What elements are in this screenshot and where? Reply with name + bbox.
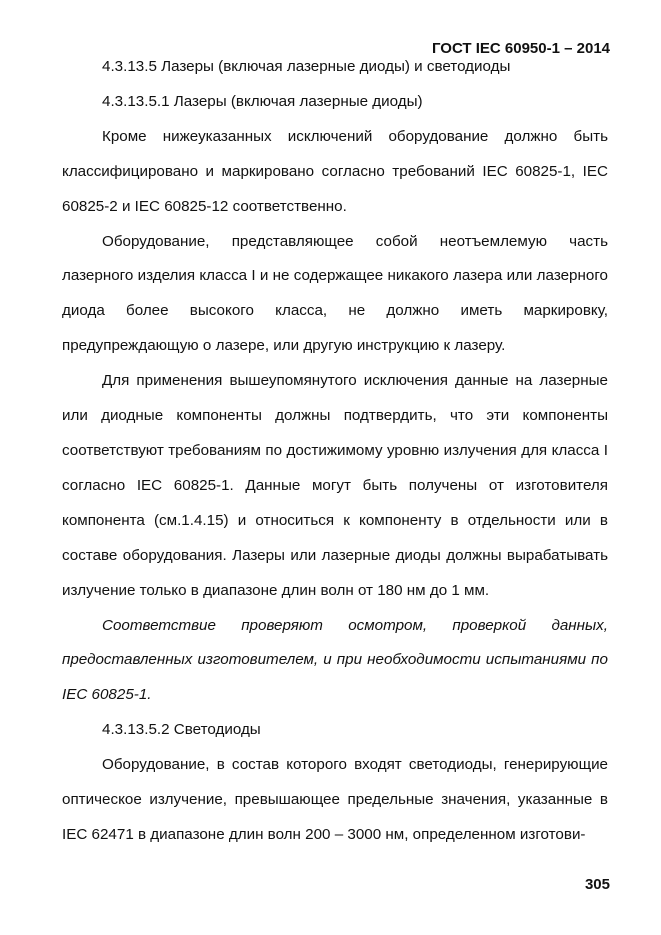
paragraph-compliance-check: Соответствие проверяют осмотром, проверкой данных, предоставленных изготовителем, и при необходимости испытаниями по IEC 60825-1. [62,616,608,704]
paragraph-component-data: Для применения вышеупомянутого исключения данные на лазерные или диодные компоненты должны подтвердить, что эти компоненты соответствуют требованиям по достижимому уровню излучения для класса I согласно IEC 60825-1. Данные могут быть получены от изготовителя компонента (см.1.4.15) и относиться к компоненту в отдельности или в составе оборудования. Лазеры или лазерные диоды должны вырабатывать излучение только в диапазоне длин волн от 180 нм до 1 мм. [62,372,608,599]
section-heading-4-3-13-5-1: 4.3.13.5.1 Лазеры (включая лазерные диоды) [102,92,423,110]
section-heading-4-3-13-5-2: 4.3.13.5.2 Светодиоды [102,721,261,739]
document-body [62,50,608,853]
paragraph-led-equipment: Оборудование, в состав которого входят светодиоды, генерирующие оптическое излучение, превышающее предельные значения, указанные в IEC 62471 в диапазоне длин волн 200 – 3000 нм, определенном изготови- [62,756,608,843]
document-header: ГОСТ IEC 60950-1 – 2014 [431,40,610,57]
section-heading-4-3-13-5: 4.3.13.5 Лазеры (включая лазерные диоды) и светодиоды [102,58,511,75]
paragraph-class-i-exception: Оборудование, представляющее собой неотъемлемую часть лазерного изделия класса I и не содержащее никакого лазера или лазерного диода более высокого класса, не должно иметь маркировку, предупреждающую о лазере, или другую инструкцию к лазеру. [62,232,608,355]
paragraph-classification: Кроме нижеуказанных исключений оборудование должно быть классифицировано и маркировано согласно требований IEC 60825-1, IEC 60825-2 и IEC 60825-12 соответственно. [62,127,608,215]
page-number: 305 [584,876,610,893]
